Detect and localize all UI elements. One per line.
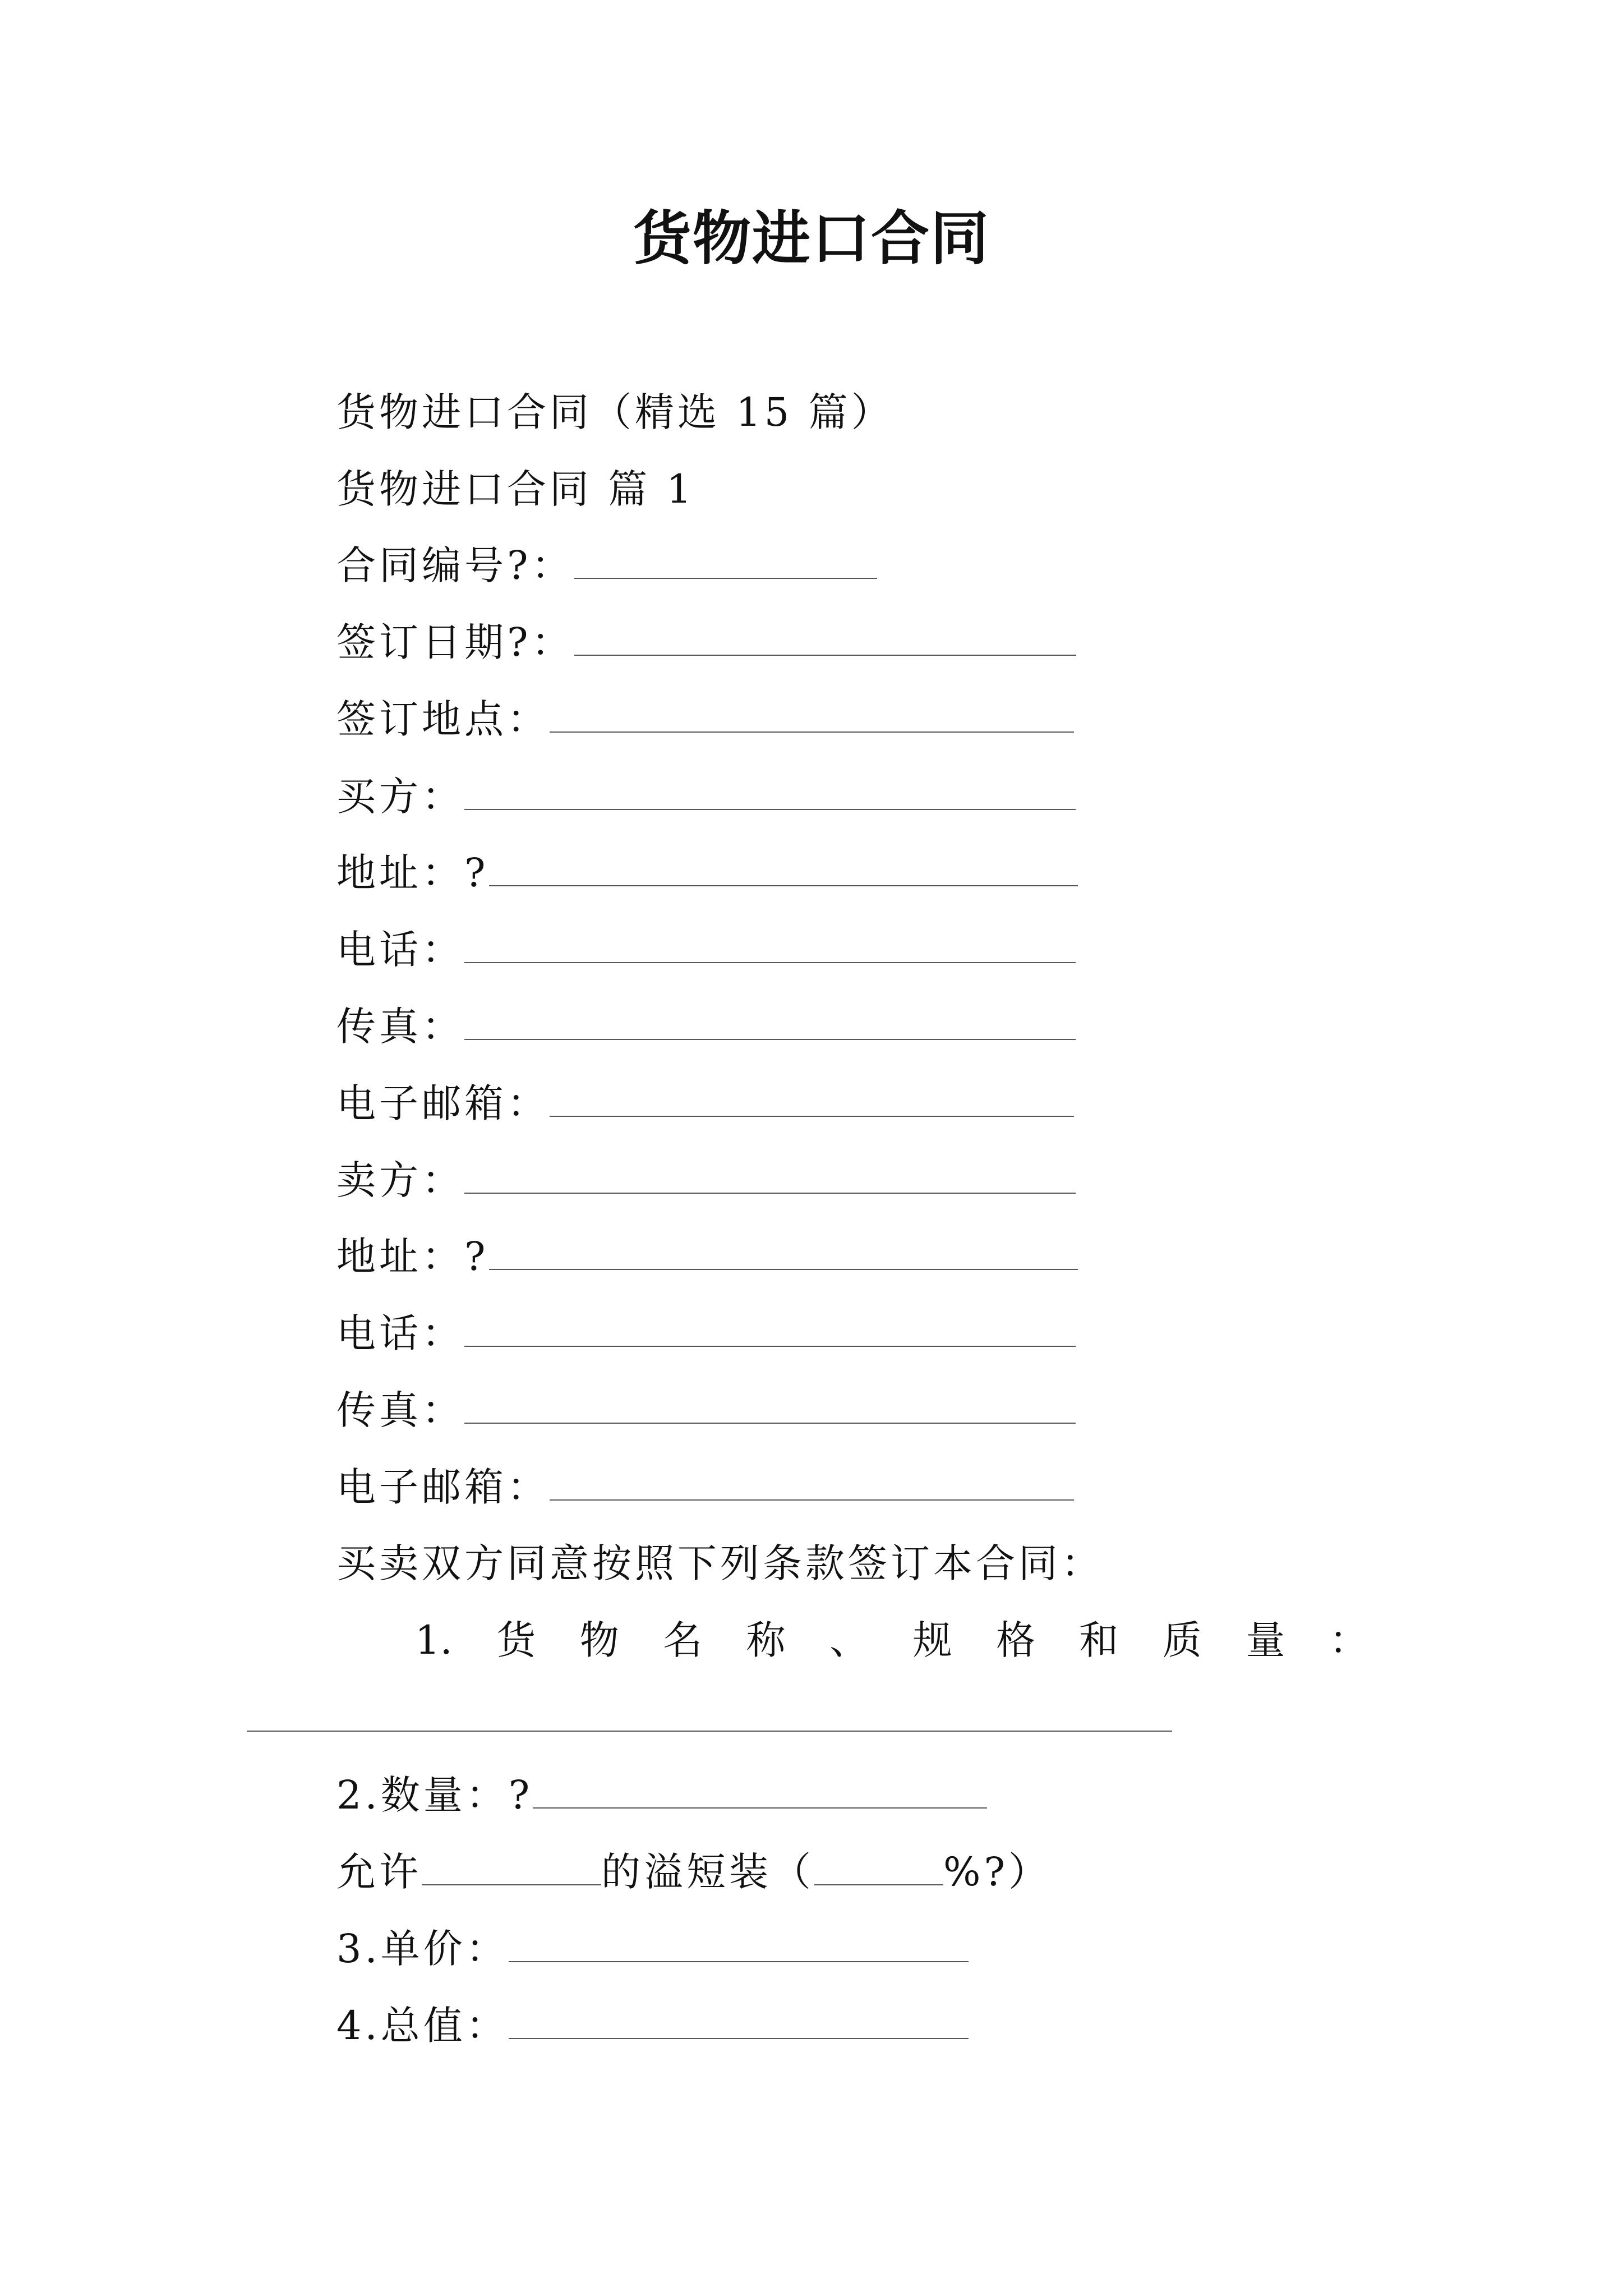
quantity-blank[interactable] bbox=[533, 1769, 987, 1809]
clause-2-row bbox=[336, 1767, 987, 1823]
buyer-address-blank[interactable] bbox=[489, 847, 1078, 886]
clause-1-char: 称 bbox=[746, 1617, 786, 1663]
clause-1-char: 质 bbox=[1163, 1617, 1202, 1663]
clause-4-row bbox=[336, 1998, 969, 2054]
buyer-fax-label: 传真： bbox=[336, 1004, 464, 1050]
sign-date-row bbox=[336, 614, 1076, 670]
section-heading: 货物进口合同 篇 1 bbox=[336, 466, 695, 512]
buyer-address-row bbox=[336, 845, 1078, 901]
seller-fax-label: 传真： bbox=[336, 1387, 464, 1433]
buyer-phone-blank[interactable] bbox=[464, 924, 1076, 963]
clause-3-row bbox=[336, 1921, 969, 1977]
clause-1-heading bbox=[415, 1612, 1368, 1668]
clause-2-label: 2.数量：? bbox=[336, 1772, 533, 1818]
seller-row bbox=[336, 1152, 1076, 1208]
clause-1-char: 物 bbox=[579, 1617, 619, 1663]
clause-1-char: 格 bbox=[996, 1617, 1036, 1663]
seller-fax-row bbox=[336, 1382, 1076, 1438]
clause-1-char: 规 bbox=[912, 1617, 952, 1663]
sign-date-blank[interactable] bbox=[574, 616, 1076, 656]
clause-4-label: 4.总值： bbox=[336, 2003, 509, 2049]
tolerance-blank[interactable] bbox=[422, 1846, 601, 1885]
seller-label: 卖方： bbox=[336, 1157, 464, 1203]
buyer-email-row bbox=[336, 1075, 1074, 1131]
total-value-blank[interactable] bbox=[509, 2000, 969, 2039]
sign-date-label: 签订日期?： bbox=[336, 619, 574, 665]
seller-email-row bbox=[336, 1459, 1074, 1515]
buyer-row bbox=[336, 769, 1076, 825]
contract-number-row bbox=[336, 537, 877, 593]
seller-fax-blank[interactable] bbox=[464, 1384, 1076, 1424]
clause-1-char: 1. bbox=[415, 1617, 453, 1663]
seller-address-row bbox=[336, 1228, 1078, 1285]
contract-number-label: 合同编号?： bbox=[336, 542, 574, 588]
buyer-label: 买方： bbox=[336, 774, 464, 820]
clause-1-char: ： bbox=[1329, 1617, 1368, 1663]
tolerance-suffix: %?） bbox=[943, 1849, 1052, 1895]
buyer-email-label: 电子邮箱： bbox=[336, 1080, 550, 1126]
clause-1-char: 量 bbox=[1246, 1617, 1285, 1663]
tolerance-middle: 的溢短装（ bbox=[601, 1849, 814, 1895]
clause-1-char: 和 bbox=[1079, 1617, 1119, 1663]
unit-price-blank[interactable] bbox=[509, 1923, 969, 1962]
page-title: 货物进口合同 bbox=[633, 204, 990, 273]
clause-1-blank[interactable] bbox=[247, 1731, 1172, 1732]
buyer-phone-row bbox=[336, 922, 1076, 978]
clause-3-label: 3.单价： bbox=[336, 1926, 509, 1972]
seller-address-label: 地址：? bbox=[336, 1234, 489, 1280]
seller-address-blank[interactable] bbox=[489, 1231, 1078, 1270]
tolerance-row bbox=[336, 1844, 1051, 1900]
seller-phone-row bbox=[336, 1305, 1076, 1361]
buyer-fax-row bbox=[336, 999, 1076, 1055]
agreement-intro: 买卖双方同意按照下列条款签订本合同： bbox=[336, 1540, 1104, 1586]
sign-place-label: 签订地点： bbox=[336, 696, 550, 742]
seller-phone-label: 电话： bbox=[336, 1310, 464, 1356]
seller-blank[interactable] bbox=[464, 1154, 1076, 1194]
buyer-address-label: 地址：? bbox=[336, 850, 489, 896]
clause-1-char: 货 bbox=[496, 1617, 536, 1663]
clause-1-char: 、 bbox=[829, 1617, 869, 1663]
buyer-phone-label: 电话： bbox=[336, 927, 464, 973]
buyer-blank[interactable] bbox=[464, 771, 1076, 810]
document-subtitle: 货物进口合同（精选 15 篇） bbox=[336, 389, 894, 435]
tolerance-percent-blank[interactable] bbox=[814, 1846, 943, 1885]
buyer-fax-blank[interactable] bbox=[464, 1001, 1076, 1040]
seller-email-label: 电子邮箱： bbox=[336, 1464, 550, 1510]
seller-email-blank[interactable] bbox=[550, 1461, 1074, 1501]
contract-number-blank[interactable] bbox=[574, 540, 877, 579]
sign-place-blank[interactable] bbox=[550, 693, 1074, 733]
clause-1-char: 名 bbox=[663, 1617, 703, 1663]
tolerance-prefix: 允许 bbox=[336, 1849, 422, 1895]
buyer-email-blank[interactable] bbox=[550, 1078, 1074, 1117]
seller-phone-blank[interactable] bbox=[464, 1308, 1076, 1347]
sign-place-row bbox=[336, 691, 1074, 747]
